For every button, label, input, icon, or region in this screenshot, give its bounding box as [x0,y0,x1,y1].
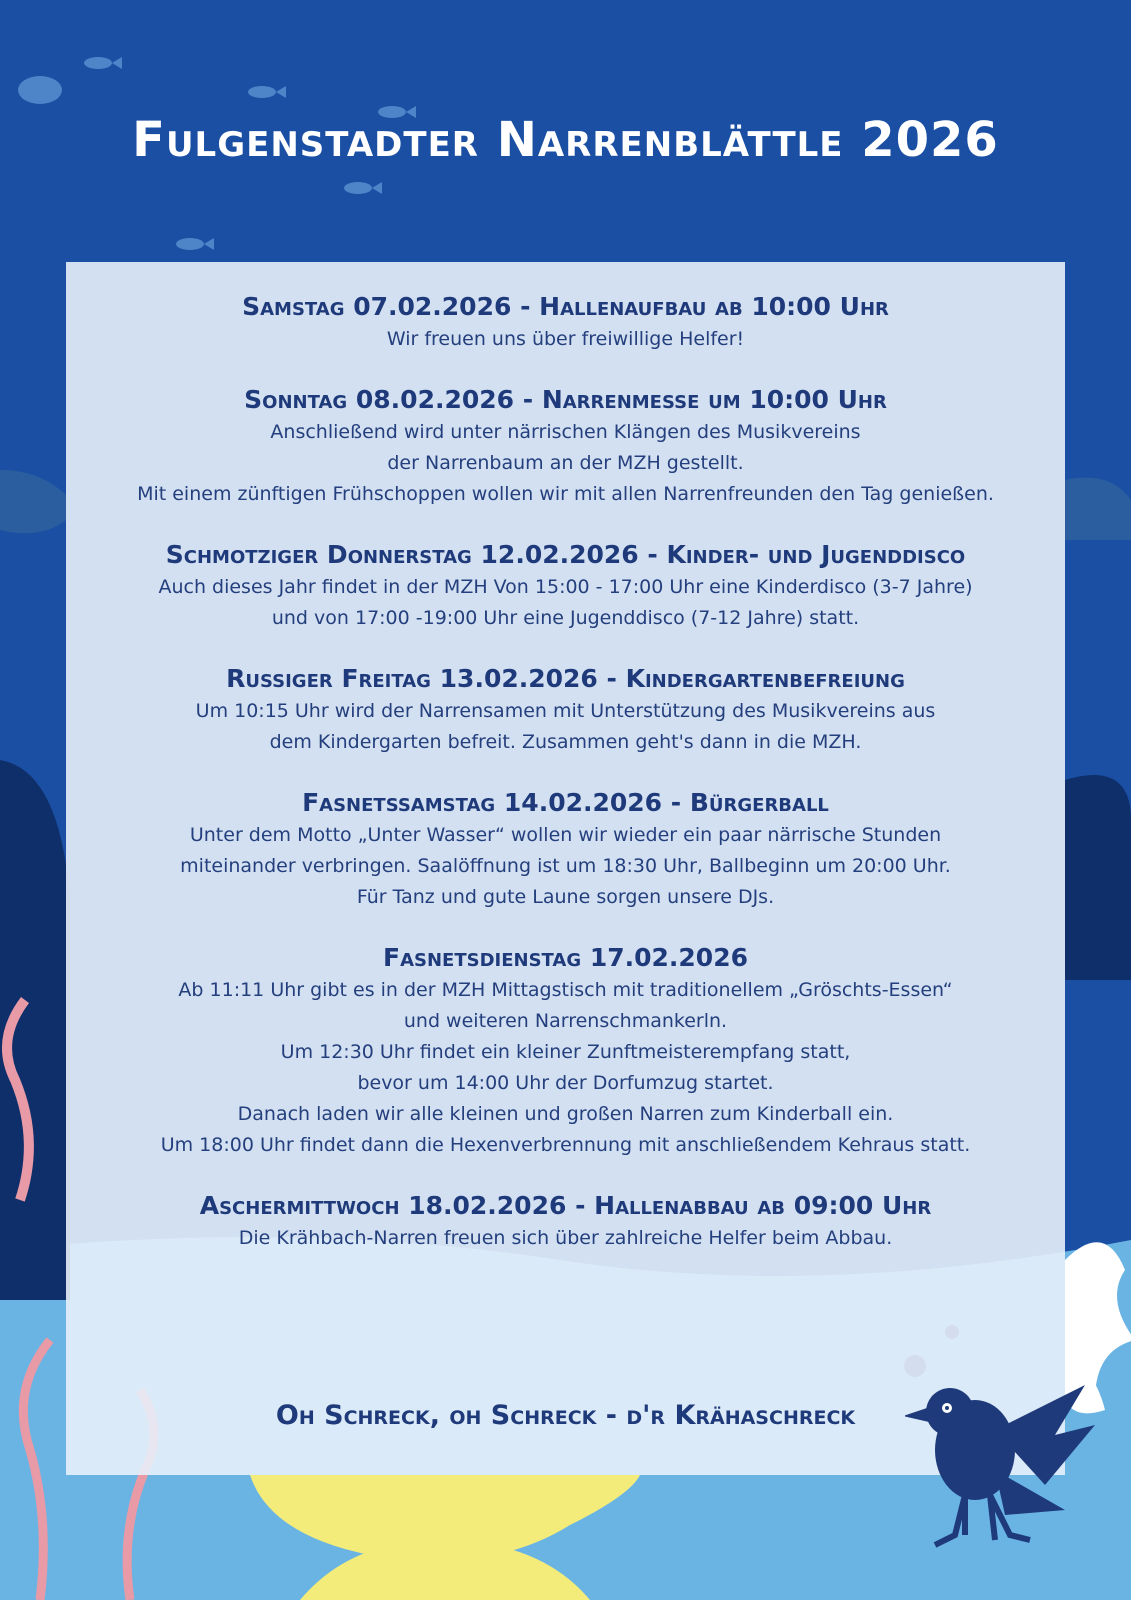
event-text: Anschließend wird unter närrischen Klängen des Musikvereins [270,421,861,443]
event-text: Wir freuen uns über freiwillige Helfer! [386,328,745,350]
event-text: Für Tanz und gute Laune sorgen unsere DJs. [356,886,775,908]
event-item [66,941,1065,1161]
crow-icon [905,1350,1105,1580]
event-text: Unter dem Motto „Unter Wasser“ wollen wir wieder ein paar närrische Stunden [189,824,942,846]
event-panel [66,262,1065,1475]
event-heading: Samstag 07.02.2026 - Hallenaufbau ab 10:00 Uhr [242,292,889,321]
event-item [66,290,1065,355]
event-text: Um 18:00 Uhr findet dann die Hexenverbrennung mit anschließendem Kehraus statt. [160,1134,971,1156]
event-text: dem Kindergarten befreit. Zusammen geht's dann in die MZH. [269,731,862,753]
event-item [66,538,1065,634]
event-text: bevor um 14:00 Uhr der Dorfumzug startet. [357,1072,774,1094]
event-item [66,1189,1065,1254]
event-item [66,662,1065,758]
event-item [66,786,1065,913]
event-text: Ab 11:11 Uhr gibt es in der MZH Mittagstisch mit traditionellem „Gröschts-Essen“ [178,979,953,1001]
event-text: Mit einem zünftigen Frühschoppen wollen wir mit allen Narrenfreunden den Tag genießen. [137,483,994,505]
event-text: der Narrenbaum an der MZH gestellt. [387,452,744,474]
event-text: Danach laden wir alle kleinen und großen Narren zum Kinderball ein. [237,1103,894,1125]
event-heading: Rußiger Freitag 13.02.2026 - Kindergartenbefreiung [226,664,905,693]
event-heading: Sonntag 08.02.2026 - Narrenmesse um 10:00 Uhr [244,385,887,414]
event-text: Um 12:30 Uhr findet ein kleiner Zunftmeisterempfang statt, [280,1041,851,1063]
event-text: und von 17:00 -19:00 Uhr eine Jugenddisco (7-12 Jahre) statt. [271,607,860,629]
event-text: Die Krähbach-Narren freuen sich über zahlreiche Helfer beim Abbau. [238,1227,893,1249]
page-title: Fulgenstadter Narrenblättle 2026 [132,112,999,168]
event-text: Um 10:15 Uhr wird der Narrensamen mit Unterstützung des Musikvereins aus [195,700,936,722]
event-list [66,290,1065,1282]
event-heading: Aschermittwoch 18.02.2026 - Hallenabbau ab 09:00 Uhr [199,1191,932,1220]
event-heading: Fasnetsdienstag 17.02.2026 [383,943,748,972]
event-text: miteinander verbringen. Saalöffnung ist um 18:30 Uhr, Ballbeginn um 20:00 Uhr. [180,855,951,877]
event-heading: Fasnetssamstag 14.02.2026 - Bürgerball [302,788,829,817]
event-text: und weiteren Narrenschmankerln. [403,1010,728,1032]
event-heading: Schmotziger Donnerstag 12.02.2026 - Kinder- und Jugenddisco [165,540,966,569]
event-text: Auch dieses Jahr findet in der MZH Von 15:00 - 17:00 Uhr eine Kinderdisco (3-7 Jahre) [158,576,973,598]
motto-text: Oh Schreck, oh Schreck - d'r Krähaschreck [275,1400,856,1431]
event-item [66,383,1065,510]
